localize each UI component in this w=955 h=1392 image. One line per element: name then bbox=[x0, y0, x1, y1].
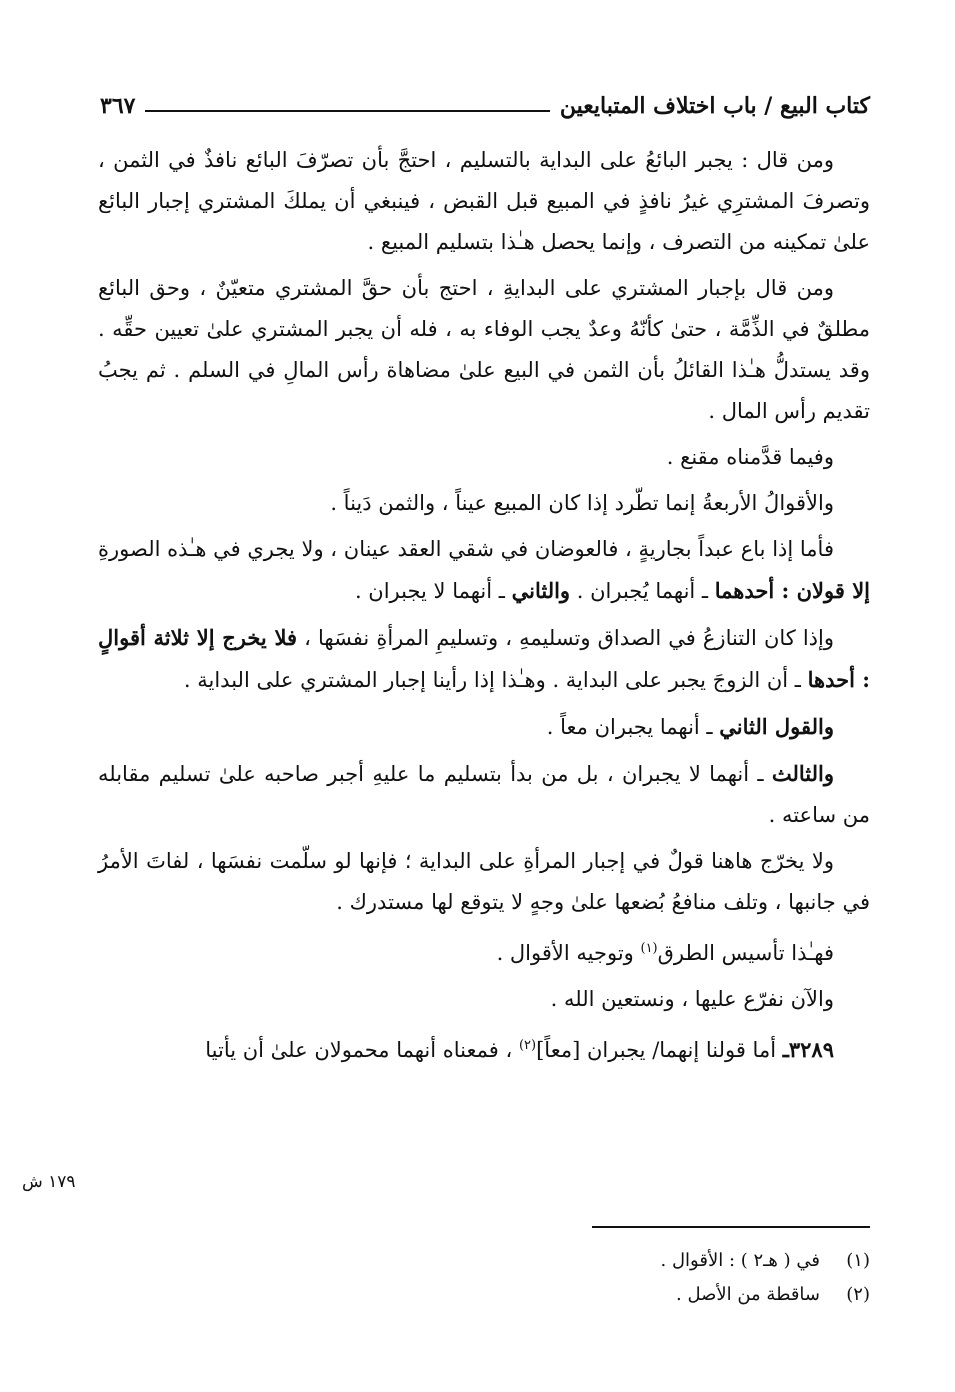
text-run: ، فمعناه أنهما محمولان علىٰ أن يأتيا bbox=[205, 1038, 519, 1062]
paragraph: ولا يخرّج هاهنا قولٌ في إجبار المرأةِ على البداية ؛ فإنها لو سلّمت نفسَها ، لفاتَ الأمرُ في جانبها ، وتلف منافعُ بُضعها علىٰ وجهٍ لا يتوقع لها مستدرك . bbox=[98, 849, 870, 914]
footnote-text: في ( هـ٢ ) : الأقوال . bbox=[660, 1250, 820, 1271]
footnote-item bbox=[400, 1244, 870, 1278]
paragraph: ومن قال بإجبار المشتري على البدايةِ ، احتج بأن حقَّ المشتري متعيّنٌ ، وحق البائع مطلقٌ في الذِّمَّة ، حتىٰ كأنّهُ وعدٌ يجب الوفاء به ، فله أن يجبر المشتري علىٰ تعيين حقِّه . وقد يستدلُّ هـٰذا القائلُ بأن الثمن في البيع علىٰ مضاهاة رأس المالِ في السلم . ثم يجبُ تقديم رأس المال . bbox=[98, 276, 870, 423]
bold-term: والثالث bbox=[771, 761, 834, 786]
text-run: أما قولنا إنهما/ يجبران [معاً] bbox=[536, 1038, 783, 1062]
paragraph bbox=[98, 1025, 870, 1071]
text-run: فأما إذا باع عبداً بجاريةٍ ، فالعوضان في شقي العقد عينان ، ولا يجري في هـٰذه الصورةِ bbox=[98, 537, 834, 561]
text-run: ـ أنهما لا يجبران ، بل من بدأ بتسليم ما عليهِ أجبر صاحبه علىٰ تسليم مقابله من ساعته . bbox=[98, 762, 870, 827]
text-run: ـ أنهما يجبران معاً . bbox=[546, 715, 720, 739]
page-number: ٣٦٧ bbox=[100, 93, 136, 119]
text-run: ـ أن الزوجَ يجبر على البداية . وهـٰذا إذا رأينا إجبار المشتري على البداية . bbox=[183, 668, 808, 692]
bold-term: والقول الثاني bbox=[719, 714, 834, 739]
paragraph: وفيما قدَّمناه مقنع . bbox=[666, 445, 834, 469]
paragraph bbox=[98, 617, 870, 701]
body-text bbox=[98, 140, 870, 1076]
text-run: ـ أنهما لا يجبران . bbox=[354, 579, 512, 603]
footnote-ref[interactable]: (١) bbox=[640, 941, 658, 956]
footnote-ref[interactable]: (٢) bbox=[518, 1038, 537, 1053]
footnotes bbox=[400, 1244, 870, 1312]
header-rule bbox=[145, 110, 549, 112]
paragraph: ومن قال : يجبر البائعُ على البداية بالتسليم ، احتجَّ بأن تصرّفَ البائع نافذٌ في الثمن ، وتصرفَ المشترِي غيرُ نافذٍ في المبيع قبل القبض ، فينبغي أن يملكَ المشتري إجبار البائع علىٰ تمكينه من التصرف ، وإنما يحصل هـٰذا بتسليم المبيع . bbox=[98, 148, 870, 254]
text-run: ـ أنهما يُجبران . bbox=[570, 579, 715, 603]
margin-marker: ١٧٩ ش bbox=[22, 1172, 76, 1192]
footnote-text: ساقطة من الأصل . bbox=[676, 1284, 820, 1305]
footnote-separator bbox=[592, 1226, 870, 1228]
text-run: فهـٰذا تأسيس الطرق bbox=[657, 941, 834, 965]
footnote-item bbox=[400, 1278, 870, 1312]
text-run: وتوجيه الأقوال . bbox=[496, 941, 641, 965]
running-header bbox=[100, 86, 870, 126]
footnote-number: (١) bbox=[846, 1250, 870, 1271]
paragraph: والأقوالُ الأربعةُ إنما تطّرد إذا كان المبيع عيناً ، والثمن دَيناً . bbox=[330, 491, 834, 515]
header-title: كتاب البيع / باب اختلاف المتبايعين bbox=[559, 93, 870, 119]
footnote-number: (٢) bbox=[846, 1284, 870, 1305]
bold-term: والثاني bbox=[511, 578, 571, 603]
text-run: وإذا كان التنازعُ في الصداق وتسليمهِ ، وتسليمِ المرأةِ نفسَها ، bbox=[297, 626, 834, 650]
paragraph bbox=[98, 529, 870, 612]
paragraph: والآن نفرّع عليها ، ونستعين الله . bbox=[550, 987, 834, 1011]
bold-term: إلا قولان : أحدهما bbox=[714, 578, 870, 603]
section-number: ٣٢٨٩ـ bbox=[782, 1037, 834, 1062]
paragraph bbox=[98, 753, 870, 836]
bold-term: فلا يخرج إلا ثلاثة أقوالٍ : أحدها bbox=[98, 625, 870, 692]
paragraph bbox=[98, 928, 870, 974]
paragraph bbox=[98, 706, 870, 748]
